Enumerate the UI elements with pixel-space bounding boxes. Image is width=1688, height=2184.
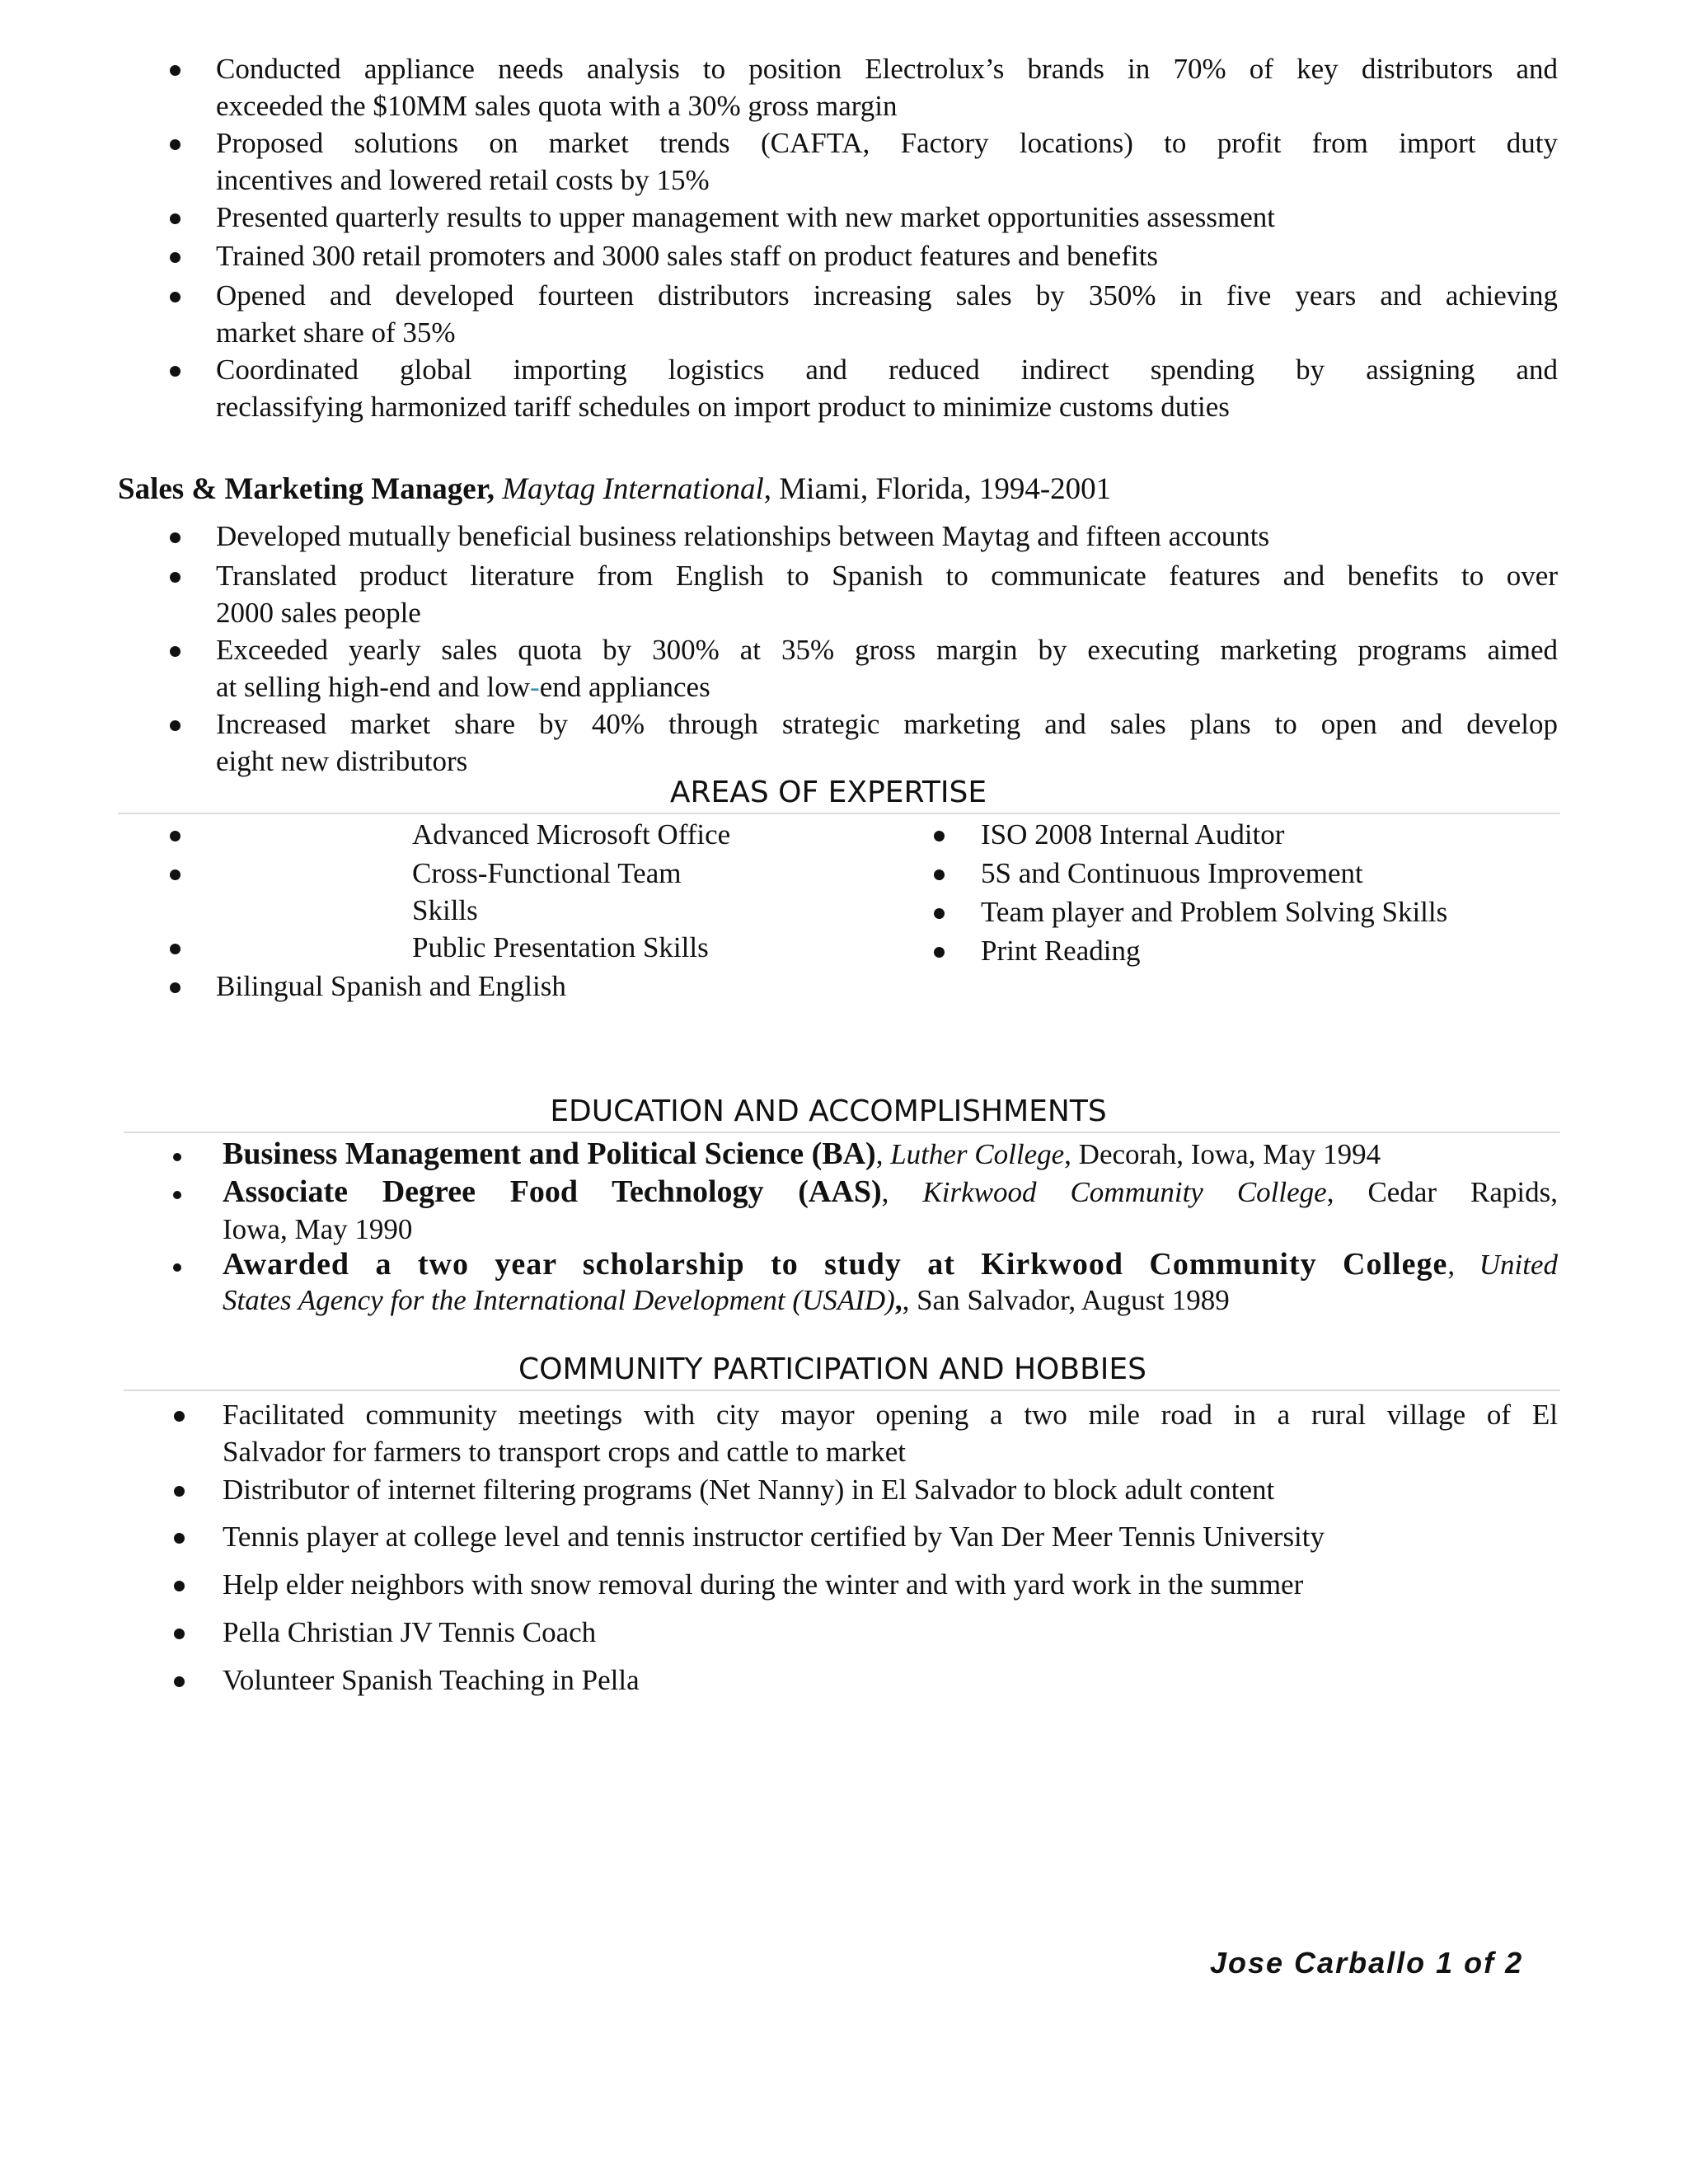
bullet-icon xyxy=(170,139,181,150)
job-title: Sales & Marketing Manager xyxy=(118,472,487,506)
job-location-dates: , Miami, Florida, 1994-2001 xyxy=(763,472,1112,506)
bullet-icon xyxy=(174,1411,185,1422)
list-item: Conducted appliance needs analysis to position Electrolux’s brands in 70% of key distributors and xyxy=(216,53,1558,85)
list-item: 5S and Continuous Improvement xyxy=(981,857,1363,889)
list-item: Print Reading xyxy=(981,935,1141,967)
bullet-icon xyxy=(934,908,945,919)
list-item-continuation: Salvador for farmers to transport crops and cattle to market xyxy=(223,1436,907,1468)
list-item: Developed mutually beneficial business relationships between Maytag and fifteen accounts xyxy=(216,520,1270,552)
list-item: Tennis player at college level and tennis instructor certified by Van Der Meer Tennis University xyxy=(223,1521,1325,1553)
bullet-icon xyxy=(934,869,945,880)
section-heading-community: COMMUNITY PARTICIPATION AND HOBBIES xyxy=(518,1352,1146,1386)
education-item: Awarded a two year scholarship to study at Kirkwood Community College, United xyxy=(223,1247,1558,1282)
list-item: Public Presentation Skills xyxy=(412,931,709,963)
list-item: Proposed solutions on market trends (CAFTA, Factory locations) to profit from import duty xyxy=(216,127,1558,159)
bullet-icon xyxy=(170,869,181,880)
list-item: Presented quarterly results to upper management with new market opportunities assessment xyxy=(216,201,1275,233)
bullet-icon xyxy=(170,572,181,583)
list-item: Cross-Functional Team xyxy=(412,857,682,889)
list-item: Bilingual Spanish and English xyxy=(216,970,566,1002)
list-item: Distributor of internet filtering programs (Net Nanny) in El Salvador to block adult content xyxy=(223,1474,1275,1506)
bullet-icon xyxy=(170,213,181,224)
list-item: Team player and Problem Solving Skills xyxy=(981,896,1448,928)
list-item: Translated product literature from English to Spanish to communicate features and benefits to over xyxy=(216,560,1558,592)
bullet-icon xyxy=(173,1153,181,1161)
bullet-icon xyxy=(170,292,181,302)
list-item-continuation: States Agency for the International Development (USAID),, San Salvador, August 1989 xyxy=(223,1284,1230,1316)
bullet-icon xyxy=(170,944,181,954)
list-item: Increased market share by 40% through strategic marketing and sales plans to open and develop xyxy=(216,708,1558,740)
list-item-continuation: at selling high-end and low-end appliances xyxy=(216,671,710,703)
list-item: Volunteer Spanish Teaching in Pella xyxy=(223,1664,640,1696)
list-item-continuation: incentives and lowered retail costs by 15% xyxy=(216,164,710,196)
page-footer: Jose Carballo 1 of 2 xyxy=(1210,1946,1524,1980)
bullet-icon xyxy=(934,831,945,841)
list-item: ISO 2008 Internal Auditor xyxy=(981,818,1285,851)
list-item-continuation: reclassifying harmonized tariff schedules on import product to minimize customs duties xyxy=(216,391,1230,423)
list-item: Pella Christian JV Tennis Coach xyxy=(223,1616,597,1648)
job-company: Maytag International xyxy=(502,472,764,506)
list-item: Facilitated community meetings with city mayor opening a two mile road in a rural village of El xyxy=(223,1399,1558,1431)
list-item: Coordinated global importing logistics and reduced indirect spending by assigning and xyxy=(216,354,1558,386)
bullet-icon xyxy=(170,366,181,377)
list-item: Trained 300 retail promoters and 3000 sales staff on product features and benefits xyxy=(216,240,1159,272)
list-item-continuation: Iowa, May 1990 xyxy=(223,1213,413,1245)
bullet-icon xyxy=(174,1486,185,1497)
bullet-icon xyxy=(174,1676,185,1687)
bullet-icon xyxy=(170,720,181,731)
section-heading-education: EDUCATION AND ACCOMPLISHMENTS xyxy=(550,1094,1107,1128)
job-heading: Sales & Marketing Manager, Maytag International, Miami, Florida, 1994-2001 xyxy=(118,472,1112,506)
list-item: Help elder neighbors with snow removal during the winter and with yard work in the summer xyxy=(223,1568,1304,1601)
list-item-continuation: market share of 35% xyxy=(216,316,456,349)
bullet-icon xyxy=(170,982,181,993)
list-item: Advanced Microsoft Office xyxy=(412,818,731,851)
section-heading-expertise: AREAS OF EXPERTISE xyxy=(669,776,987,809)
list-item-continuation: Skills xyxy=(412,894,478,926)
education-item: Business Management and Political Science (BA), Luther College, Decorah, Iowa, May 1994 xyxy=(223,1137,1381,1171)
section-divider xyxy=(124,1390,1560,1391)
bullet-icon xyxy=(934,947,945,958)
bullet-icon xyxy=(170,252,181,263)
section-divider xyxy=(118,813,1560,814)
list-item-continuation: eight new distributors xyxy=(216,745,468,777)
bullet-icon xyxy=(170,646,181,657)
bullet-icon xyxy=(174,1533,185,1544)
bullet-icon xyxy=(170,65,181,76)
bullet-icon xyxy=(174,1581,185,1591)
bullet-icon xyxy=(173,1191,181,1199)
list-item: Opened and developed fourteen distributors increasing sales by 350% in five years and achieving xyxy=(216,279,1558,312)
bullet-icon xyxy=(173,1263,181,1272)
list-item: Exceeded yearly sales quota by 300% at 35% gross margin by executing marketing programs aimed xyxy=(216,634,1558,666)
list-item-continuation: exceeded the $10MM sales quota with a 30% gross margin xyxy=(216,90,898,122)
bullet-icon xyxy=(170,831,181,841)
list-item-continuation: 2000 sales people xyxy=(216,597,421,629)
section-divider xyxy=(124,1132,1560,1133)
bullet-icon xyxy=(170,532,181,543)
bullet-icon xyxy=(174,1629,185,1639)
education-item: Associate Degree Food Technology (AAS), Kirkwood Community College, Cedar Rapids, xyxy=(223,1174,1559,1209)
